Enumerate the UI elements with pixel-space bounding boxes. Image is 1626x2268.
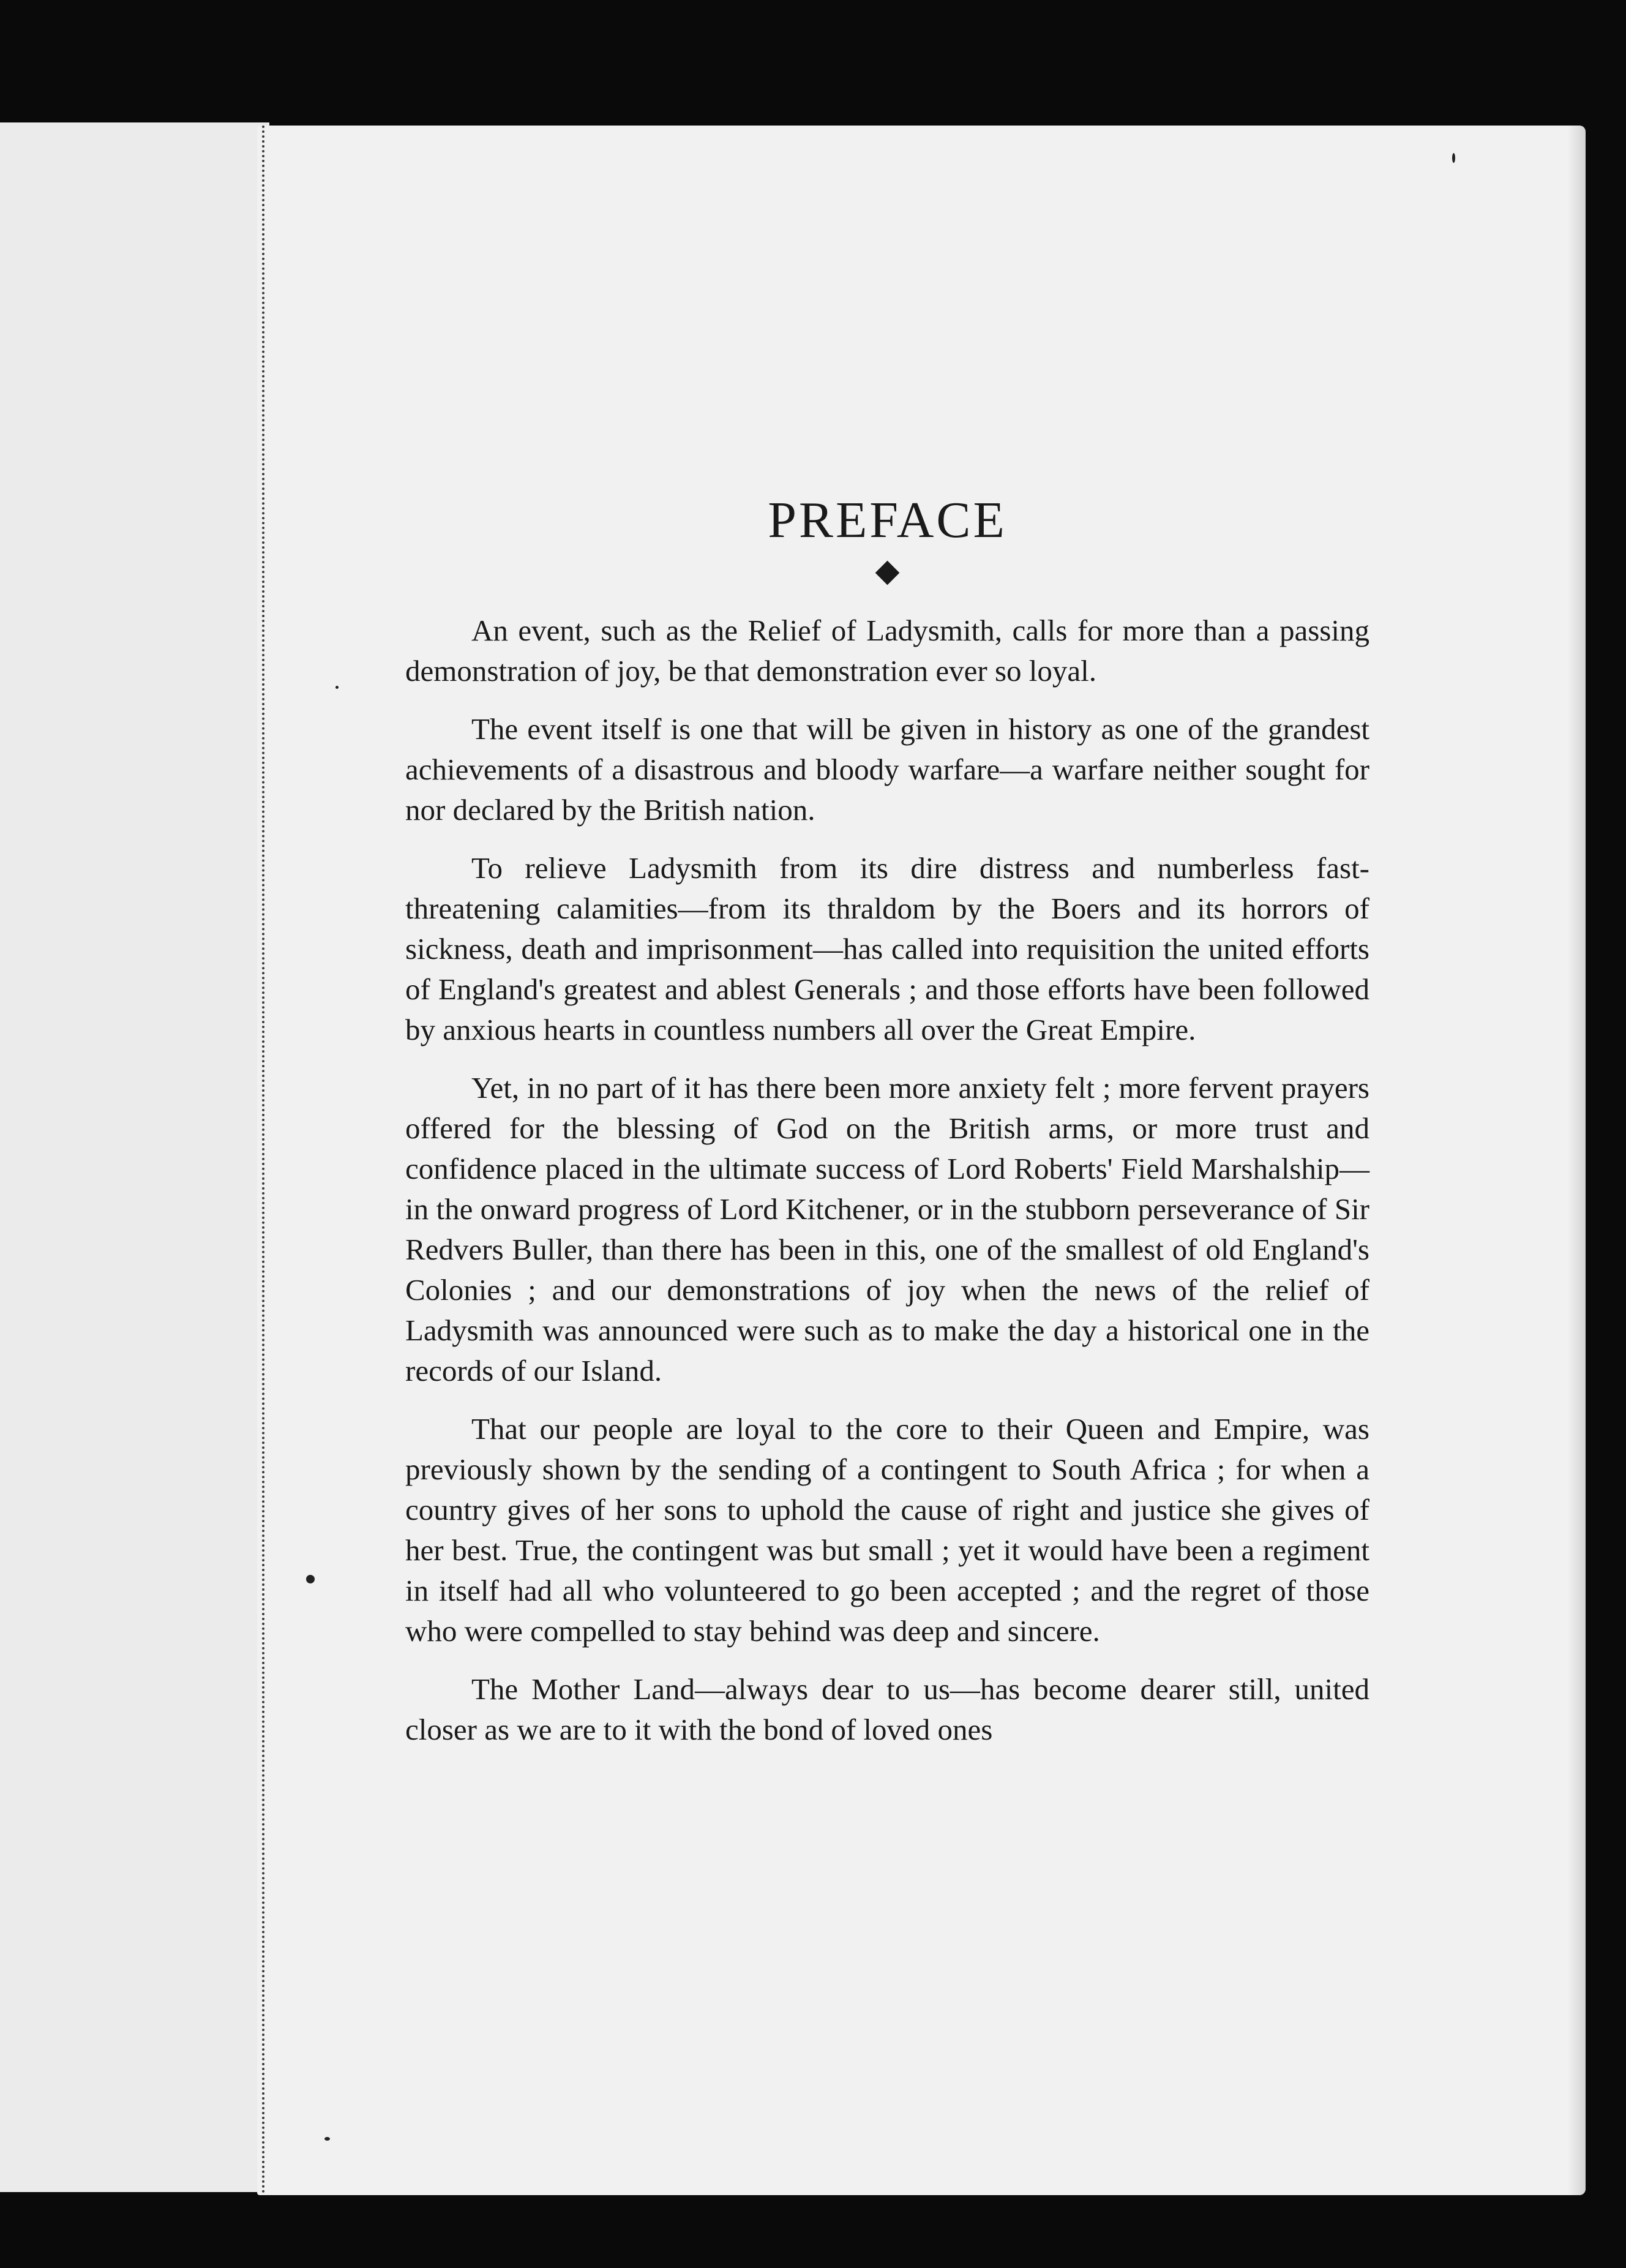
paragraph: Yet, in no part of it has there been more anxiety felt ; more fervent prayers offered for the blessing of God on the British arms, or more trust and confidence placed in the ultimate success of Lord Roberts' Field Marshalship—in the onward progress of Lord Kitchener, or in the stubborn perseverance of Sir Redvers Buller, than there has been in this, one of the smallest of old England's Colonies ; and our demonstrations of joy when the news of the relief of Ladysmith was announced were such as to make the day a historical one in the records of our Island. xyxy=(405,1070,1369,1387)
scan-speck xyxy=(1452,153,1455,163)
paragraph: The Mother Land—always dear to us—has become dearer still, united closer as we are to it with the bond of loved ones xyxy=(405,1672,1369,1746)
paragraph: That our people are loyal to the core to their Queen and Empire, was previously shown by the sending of a contingent to South Africa ; for when a country gives of her sons to uphold the cause of right and justice she gives of her best. True, the contingent was but small ; yet it would have been a regiment in itself had all who volunteered to go been accepted ; and the regret of those who were compelled to stay behind was deep and sincere. xyxy=(405,1411,1369,1648)
scan-speck xyxy=(335,686,339,689)
scan-speck xyxy=(306,1575,315,1583)
preface-content xyxy=(405,490,1369,1768)
page-edge-shadow xyxy=(1567,126,1586,2195)
page-title: PREFACE xyxy=(768,492,1007,549)
diamond-ornament-icon: ◆ xyxy=(875,553,900,588)
scan-speck xyxy=(324,2137,330,2141)
paragraph: The event itself is one that will be given in history as one of the grandest achievements of a disastrous and bloody warfare—a warfare neither sought for nor declared by the British nation. xyxy=(405,712,1369,827)
paragraph: To relieve Ladysmith from its dire distress and numberless fast-threatening calamities—from its thraldom by the Boers and its horrors of sickness, death and imprisonment—has called into requisition the united efforts of England's greatest and ablest Generals ; and those efforts have been followed by anxious hearts in countless numbers all over the Great Empire. xyxy=(405,850,1369,1046)
paragraph: An event, such as the Relief of Ladysmith, calls for more than a passing demonstration of joy, be that demonstration ever so loyal. xyxy=(405,613,1369,688)
binding-stitches xyxy=(262,126,268,2195)
facing-page-edge xyxy=(0,122,269,2192)
